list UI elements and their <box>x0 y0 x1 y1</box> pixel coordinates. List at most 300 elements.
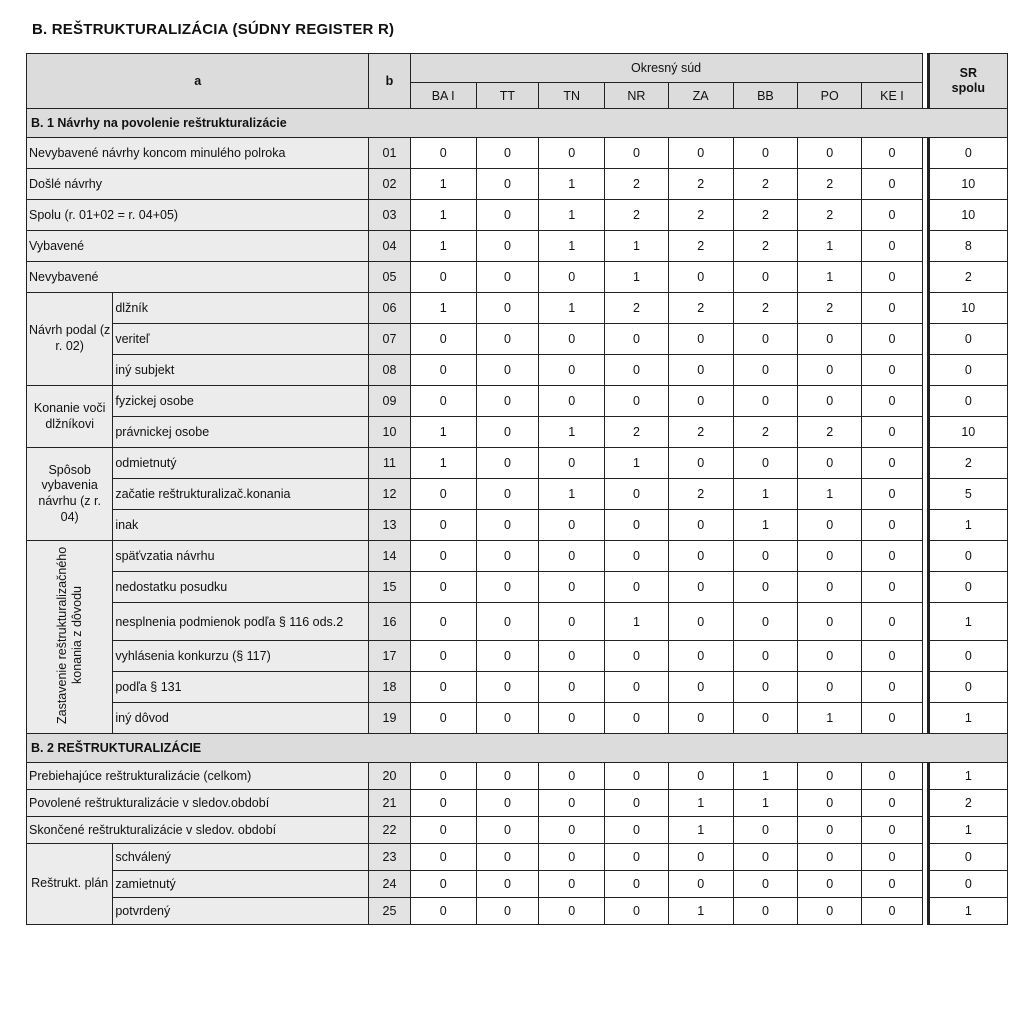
value-cell: 1 <box>539 169 605 200</box>
value-cell: 1 <box>733 790 797 817</box>
value-cell: 0 <box>605 541 668 572</box>
value-cell: 0 <box>476 641 538 672</box>
total-cell: 1 <box>928 510 1007 541</box>
value-cell: 0 <box>862 672 922 703</box>
value-cell: 0 <box>605 844 668 871</box>
total-cell: 0 <box>928 324 1007 355</box>
value-cell: 1 <box>798 703 862 734</box>
section-header-row <box>27 734 1008 763</box>
value-cell: 0 <box>862 871 922 898</box>
value-cell: 0 <box>733 355 797 386</box>
row-code: 16 <box>369 603 410 641</box>
total-cell: 10 <box>928 293 1007 324</box>
value-cell: 0 <box>798 603 862 641</box>
value-cell: 0 <box>668 138 733 169</box>
value-cell: 2 <box>668 293 733 324</box>
value-cell: 0 <box>862 386 922 417</box>
value-cell: 0 <box>668 844 733 871</box>
value-cell: 0 <box>733 898 797 925</box>
value-cell: 2 <box>733 169 797 200</box>
value-cell: 0 <box>605 355 668 386</box>
value-cell: 0 <box>862 231 922 262</box>
value-cell: 0 <box>605 763 668 790</box>
value-cell: 0 <box>476 541 538 572</box>
row-code: 11 <box>369 448 410 479</box>
value-cell: 0 <box>476 572 538 603</box>
value-cell: 0 <box>862 417 922 448</box>
row-group-text: Konanie voči dlžníkovi <box>33 400 106 431</box>
value-cell: 0 <box>410 324 476 355</box>
header-court: BB <box>733 83 797 109</box>
row-group-label <box>27 448 113 541</box>
row-label: Povolené reštrukturalizácie v sledov.období <box>27 790 369 817</box>
row-group-text: Návrh podal (z r. 02) <box>29 323 111 353</box>
value-cell: 1 <box>410 231 476 262</box>
value-cell: 0 <box>798 641 862 672</box>
value-cell: 0 <box>605 386 668 417</box>
total-cell: 0 <box>928 844 1007 871</box>
table-row <box>27 763 1008 790</box>
value-cell: 2 <box>733 231 797 262</box>
table-row <box>27 138 1008 169</box>
value-cell: 0 <box>410 479 476 510</box>
total-cell: 2 <box>928 790 1007 817</box>
value-cell: 0 <box>798 898 862 925</box>
value-cell: 0 <box>668 672 733 703</box>
header-court: PO <box>798 83 862 109</box>
table-row <box>27 231 1008 262</box>
row-code: 12 <box>369 479 410 510</box>
row-label: Vybavené <box>27 231 369 262</box>
value-cell: 0 <box>798 355 862 386</box>
value-cell: 1 <box>668 790 733 817</box>
value-cell: 0 <box>668 510 733 541</box>
value-cell: 0 <box>798 844 862 871</box>
value-cell: 0 <box>539 871 605 898</box>
value-cell: 0 <box>476 386 538 417</box>
value-cell: 0 <box>862 479 922 510</box>
row-code: 05 <box>369 262 410 293</box>
value-cell: 0 <box>539 641 605 672</box>
row-group-text: Zastavenie reštrukturalizačného konania z dôvodu <box>54 546 84 724</box>
value-cell: 0 <box>476 262 538 293</box>
value-cell: 1 <box>539 231 605 262</box>
value-cell: 0 <box>798 510 862 541</box>
value-cell: 0 <box>798 541 862 572</box>
value-cell: 0 <box>539 355 605 386</box>
value-cell: 0 <box>605 898 668 925</box>
row-label: Prebiehajúce reštrukturalizácie (celkom) <box>27 763 369 790</box>
value-cell: 0 <box>798 386 862 417</box>
row-sublabel: právnickej osobe <box>113 417 369 448</box>
value-cell: 0 <box>539 603 605 641</box>
value-cell: 2 <box>733 200 797 231</box>
value-cell: 0 <box>668 603 733 641</box>
value-cell: 2 <box>668 231 733 262</box>
value-cell: 0 <box>476 844 538 871</box>
value-cell: 0 <box>476 200 538 231</box>
table-row <box>27 817 1008 844</box>
table-row <box>27 572 1008 603</box>
value-cell: 0 <box>476 817 538 844</box>
value-cell: 0 <box>862 817 922 844</box>
value-cell: 0 <box>539 817 605 844</box>
value-cell: 2 <box>668 417 733 448</box>
value-cell: 0 <box>733 703 797 734</box>
row-code: 18 <box>369 672 410 703</box>
row-sublabel: fyzickej osobe <box>113 386 369 417</box>
header-court: TT <box>476 83 538 109</box>
value-cell: 0 <box>862 541 922 572</box>
value-cell: 0 <box>668 763 733 790</box>
value-cell: 0 <box>668 262 733 293</box>
value-cell: 2 <box>798 169 862 200</box>
value-cell: 0 <box>733 844 797 871</box>
value-cell: 0 <box>476 231 538 262</box>
row-sublabel: odmietnutý <box>113 448 369 479</box>
row-sublabel: iný subjekt <box>113 355 369 386</box>
row-code: 13 <box>369 510 410 541</box>
value-cell: 1 <box>539 293 605 324</box>
value-cell: 0 <box>862 790 922 817</box>
value-cell: 0 <box>733 324 797 355</box>
value-cell: 0 <box>862 262 922 293</box>
value-cell: 0 <box>605 817 668 844</box>
header-court: NR <box>605 83 668 109</box>
row-code: 07 <box>369 324 410 355</box>
row-sublabel: zamietnutý <box>113 871 369 898</box>
total-cell: 1 <box>928 703 1007 734</box>
value-cell: 0 <box>605 479 668 510</box>
value-cell: 0 <box>862 641 922 672</box>
value-cell: 0 <box>539 510 605 541</box>
value-cell: 0 <box>862 763 922 790</box>
value-cell: 0 <box>410 763 476 790</box>
value-cell: 0 <box>539 703 605 734</box>
value-cell: 0 <box>733 641 797 672</box>
value-cell: 0 <box>668 355 733 386</box>
value-cell: 0 <box>476 355 538 386</box>
row-code: 10 <box>369 417 410 448</box>
row-group-label <box>27 293 113 386</box>
total-cell: 1 <box>928 603 1007 641</box>
value-cell: 0 <box>798 324 862 355</box>
value-cell: 0 <box>605 703 668 734</box>
value-cell: 1 <box>539 200 605 231</box>
value-cell: 0 <box>862 355 922 386</box>
table-row <box>27 293 1008 324</box>
value-cell: 0 <box>733 138 797 169</box>
row-code: 23 <box>369 844 410 871</box>
value-cell: 0 <box>539 448 605 479</box>
section-title: B. 1 Návrhy na povolenie reštrukturalizácie <box>27 109 1008 138</box>
table-row <box>27 417 1008 448</box>
value-cell: 2 <box>733 417 797 448</box>
row-sublabel: iný dôvod <box>113 703 369 734</box>
row-code: 02 <box>369 169 410 200</box>
value-cell: 0 <box>539 324 605 355</box>
table-row <box>27 541 1008 572</box>
value-cell: 0 <box>476 169 538 200</box>
table-row <box>27 448 1008 479</box>
table-row <box>27 169 1008 200</box>
value-cell: 0 <box>410 703 476 734</box>
row-code: 20 <box>369 763 410 790</box>
restructuring-table <box>26 53 1008 925</box>
document-title: B. REŠTRUKTURALIZÁCIA (SÚDNY REGISTER R) <box>32 21 395 38</box>
value-cell: 0 <box>668 541 733 572</box>
row-sublabel: veriteľ <box>113 324 369 355</box>
value-cell: 1 <box>798 231 862 262</box>
value-cell: 0 <box>605 790 668 817</box>
value-cell: 1 <box>668 817 733 844</box>
value-cell: 2 <box>605 293 668 324</box>
value-cell: 0 <box>476 603 538 641</box>
value-cell: 0 <box>668 871 733 898</box>
value-cell: 1 <box>733 510 797 541</box>
header-court: KE I <box>862 83 922 109</box>
value-cell: 0 <box>862 844 922 871</box>
value-cell: 1 <box>410 417 476 448</box>
value-cell: 0 <box>668 641 733 672</box>
value-cell: 1 <box>410 293 476 324</box>
value-cell: 0 <box>539 138 605 169</box>
value-cell: 0 <box>539 763 605 790</box>
row-label: Spolu (r. 01+02 = r. 04+05) <box>27 200 369 231</box>
row-sublabel: začatie reštrukturalizač.konania <box>113 479 369 510</box>
row-group-label <box>27 541 113 734</box>
row-sublabel: vyhlásenia konkurzu (§ 117) <box>113 641 369 672</box>
row-code: 14 <box>369 541 410 572</box>
value-cell: 0 <box>410 844 476 871</box>
total-cell: 8 <box>928 231 1007 262</box>
value-cell: 0 <box>862 448 922 479</box>
value-cell: 0 <box>733 572 797 603</box>
value-cell: 0 <box>410 138 476 169</box>
table-row <box>27 510 1008 541</box>
value-cell: 0 <box>476 324 538 355</box>
value-cell: 1 <box>668 898 733 925</box>
value-cell: 0 <box>733 448 797 479</box>
value-cell: 0 <box>798 817 862 844</box>
value-cell: 1 <box>410 200 476 231</box>
value-cell: 0 <box>605 138 668 169</box>
row-code: 17 <box>369 641 410 672</box>
value-cell: 0 <box>539 386 605 417</box>
value-cell: 0 <box>798 138 862 169</box>
value-cell: 0 <box>410 672 476 703</box>
value-cell: 0 <box>410 641 476 672</box>
value-cell: 0 <box>605 510 668 541</box>
header-court: TN <box>539 83 605 109</box>
value-cell: 0 <box>733 603 797 641</box>
value-cell: 0 <box>668 324 733 355</box>
row-sublabel: potvrdený <box>113 898 369 925</box>
total-cell: 0 <box>928 641 1007 672</box>
value-cell: 0 <box>798 871 862 898</box>
row-code: 21 <box>369 790 410 817</box>
total-cell: 5 <box>928 479 1007 510</box>
total-cell: 10 <box>928 200 1007 231</box>
value-cell: 1 <box>539 417 605 448</box>
value-cell: 0 <box>733 871 797 898</box>
value-cell: 0 <box>862 603 922 641</box>
total-cell: 1 <box>928 817 1007 844</box>
row-code: 09 <box>369 386 410 417</box>
row-code: 01 <box>369 138 410 169</box>
value-cell: 0 <box>733 672 797 703</box>
value-cell: 0 <box>410 262 476 293</box>
value-cell: 0 <box>668 386 733 417</box>
row-code: 15 <box>369 572 410 603</box>
row-code: 08 <box>369 355 410 386</box>
header-court: BA I <box>410 83 476 109</box>
value-cell: 1 <box>733 763 797 790</box>
value-cell: 0 <box>668 703 733 734</box>
row-sublabel: inak <box>113 510 369 541</box>
value-cell: 0 <box>476 763 538 790</box>
row-label: Nevybavené návrhy koncom minulého polroka <box>27 138 369 169</box>
value-cell: 2 <box>733 293 797 324</box>
value-cell: 0 <box>410 572 476 603</box>
value-cell: 1 <box>605 448 668 479</box>
value-cell: 0 <box>476 448 538 479</box>
value-cell: 0 <box>798 790 862 817</box>
total-cell: 10 <box>928 169 1007 200</box>
row-code: 24 <box>369 871 410 898</box>
value-cell: 0 <box>539 572 605 603</box>
table-row <box>27 324 1008 355</box>
value-cell: 2 <box>668 479 733 510</box>
row-sublabel: nedostatku posudku <box>113 572 369 603</box>
header-sr-line2: spolu <box>951 81 985 95</box>
value-cell: 0 <box>862 703 922 734</box>
value-cell: 0 <box>539 790 605 817</box>
row-code: 06 <box>369 293 410 324</box>
total-cell: 10 <box>928 417 1007 448</box>
header-col-b: b <box>369 54 410 109</box>
total-cell: 1 <box>928 898 1007 925</box>
row-code: 03 <box>369 200 410 231</box>
value-cell: 2 <box>605 200 668 231</box>
row-code: 25 <box>369 898 410 925</box>
value-cell: 0 <box>798 572 862 603</box>
row-code: 04 <box>369 231 410 262</box>
row-sublabel: späťvzatia návrhu <box>113 541 369 572</box>
value-cell: 2 <box>668 200 733 231</box>
value-cell: 0 <box>733 386 797 417</box>
table-row <box>27 386 1008 417</box>
value-cell: 1 <box>539 479 605 510</box>
table-row <box>27 790 1008 817</box>
total-cell: 0 <box>928 871 1007 898</box>
value-cell: 0 <box>862 324 922 355</box>
value-cell: 0 <box>410 898 476 925</box>
table-row <box>27 844 1008 871</box>
table-row <box>27 703 1008 734</box>
value-cell: 1 <box>605 262 668 293</box>
value-cell: 0 <box>798 448 862 479</box>
value-cell: 0 <box>668 572 733 603</box>
value-cell: 0 <box>410 541 476 572</box>
value-cell: 0 <box>733 817 797 844</box>
value-cell: 0 <box>539 672 605 703</box>
value-cell: 0 <box>410 386 476 417</box>
value-cell: 0 <box>476 510 538 541</box>
value-cell: 0 <box>668 448 733 479</box>
row-group-text: Spôsob vybavenia návrhu (z r. 04) <box>38 462 101 524</box>
total-cell: 0 <box>928 541 1007 572</box>
header-col-a: a <box>27 54 369 109</box>
value-cell: 0 <box>862 200 922 231</box>
value-cell: 0 <box>410 790 476 817</box>
value-cell: 1 <box>798 262 862 293</box>
value-cell: 0 <box>476 479 538 510</box>
value-cell: 2 <box>798 293 862 324</box>
value-cell: 0 <box>539 844 605 871</box>
value-cell: 0 <box>410 871 476 898</box>
row-sublabel: nesplnenia podmienok podľa § 116 ods.2 <box>113 603 369 641</box>
value-cell: 0 <box>862 898 922 925</box>
value-cell: 0 <box>605 672 668 703</box>
value-cell: 0 <box>476 898 538 925</box>
value-cell: 1 <box>798 479 862 510</box>
row-code: 22 <box>369 817 410 844</box>
table-row <box>27 898 1008 925</box>
value-cell: 1 <box>733 479 797 510</box>
value-cell: 2 <box>798 417 862 448</box>
header-sr-spolu <box>928 54 1007 109</box>
value-cell: 0 <box>539 262 605 293</box>
table-row <box>27 200 1008 231</box>
value-cell: 0 <box>410 355 476 386</box>
value-cell: 1 <box>605 603 668 641</box>
value-cell: 0 <box>476 293 538 324</box>
header-court: ZA <box>668 83 733 109</box>
value-cell: 0 <box>862 572 922 603</box>
row-sublabel: podľa § 131 <box>113 672 369 703</box>
section-title: B. 2 REŠTRUKTURALIZÁCIE <box>27 734 1008 763</box>
row-sublabel: dlžník <box>113 293 369 324</box>
value-cell: 0 <box>539 898 605 925</box>
total-cell: 2 <box>928 262 1007 293</box>
value-cell: 0 <box>410 510 476 541</box>
value-cell: 0 <box>733 262 797 293</box>
total-cell: 0 <box>928 672 1007 703</box>
value-cell: 2 <box>605 417 668 448</box>
value-cell: 0 <box>798 672 862 703</box>
value-cell: 0 <box>862 138 922 169</box>
value-cell: 0 <box>476 703 538 734</box>
value-cell: 0 <box>798 763 862 790</box>
total-cell: 0 <box>928 138 1007 169</box>
value-cell: 0 <box>539 541 605 572</box>
row-code: 19 <box>369 703 410 734</box>
row-group-label <box>27 386 113 448</box>
value-cell: 2 <box>798 200 862 231</box>
table-row <box>27 262 1008 293</box>
row-label: Skončené reštrukturalizácie v sledov. období <box>27 817 369 844</box>
value-cell: 1 <box>410 169 476 200</box>
value-cell: 0 <box>862 293 922 324</box>
row-group-text: Reštrukt. plán <box>31 876 109 891</box>
value-cell: 0 <box>862 510 922 541</box>
value-cell: 0 <box>476 871 538 898</box>
value-cell: 2 <box>668 169 733 200</box>
value-cell: 1 <box>410 448 476 479</box>
row-sublabel: schválený <box>113 844 369 871</box>
row-group-label <box>27 844 113 925</box>
